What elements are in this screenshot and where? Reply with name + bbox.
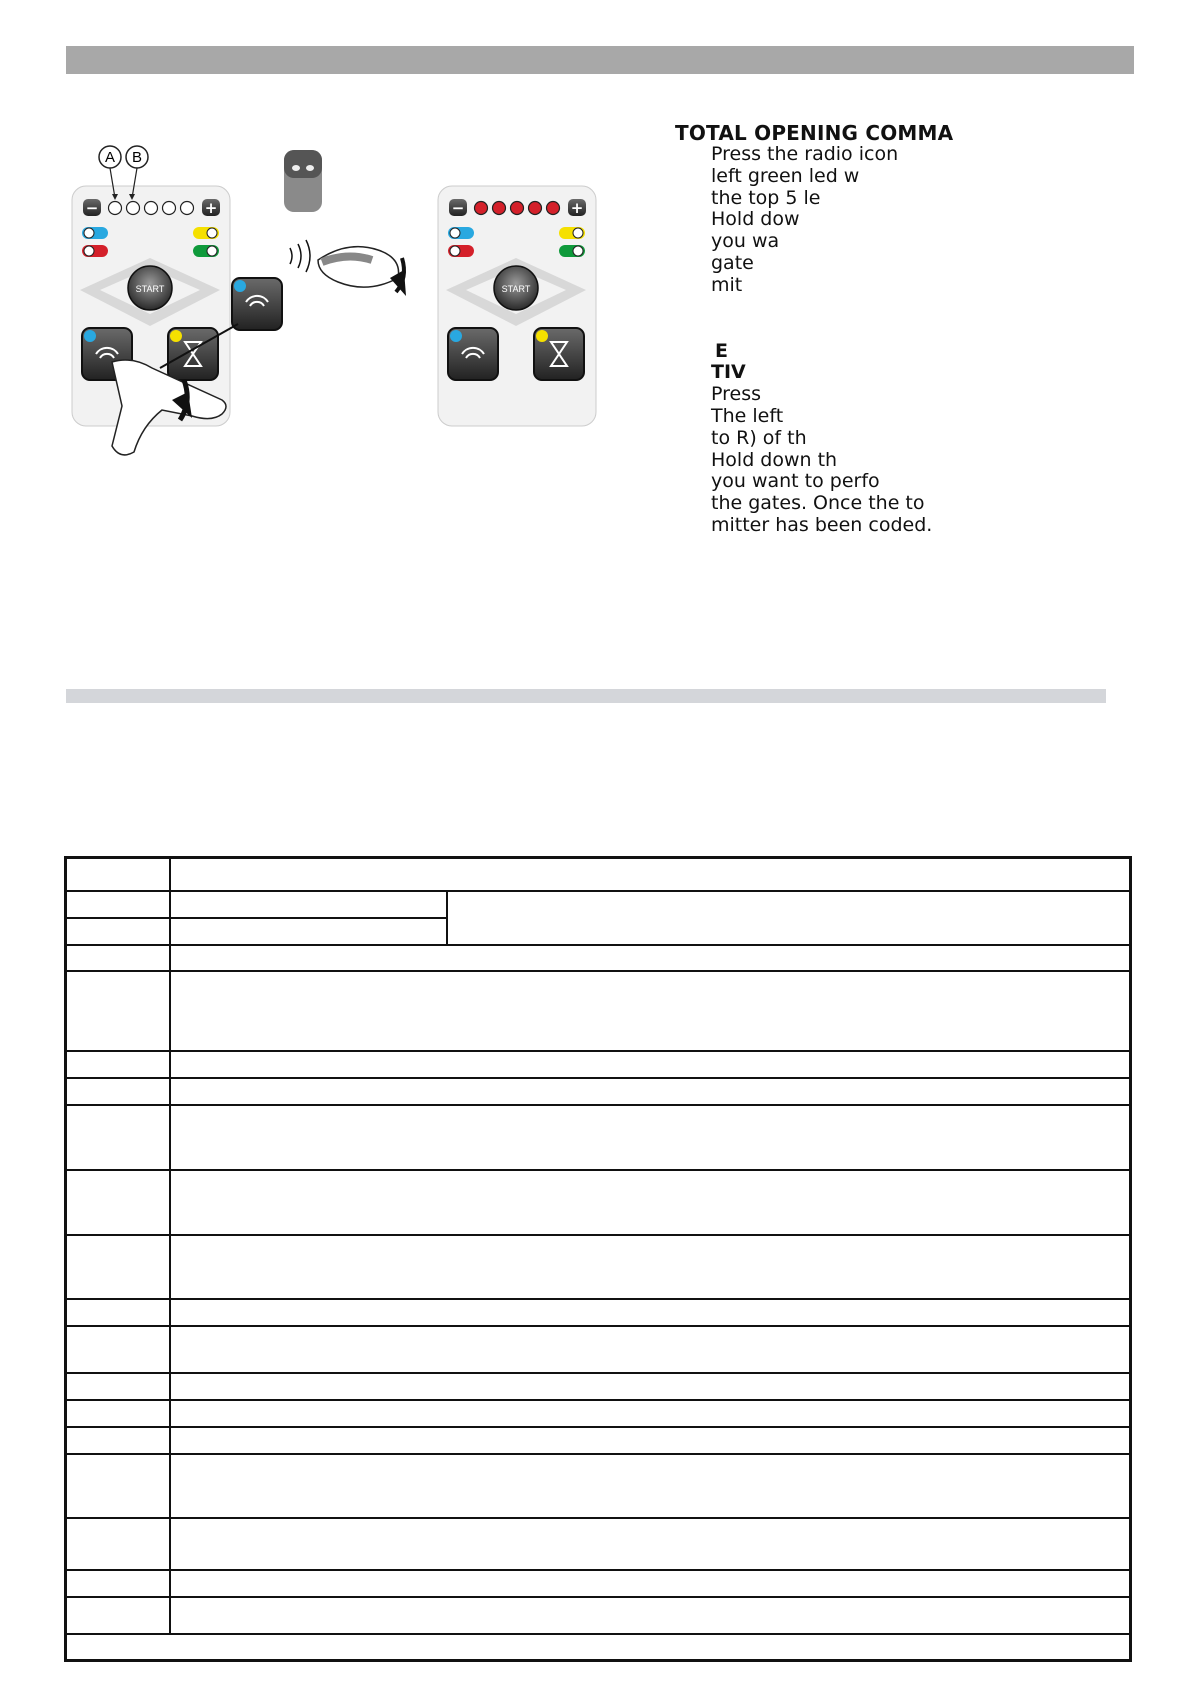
svg-text:−: − [85, 199, 99, 217]
table-row-line [67, 944, 1129, 946]
table-row-line [67, 890, 1129, 892]
parameters-table [64, 856, 1132, 1662]
paragraph1-line: Press the radio icon [711, 143, 899, 165]
table-row-line [67, 1453, 1129, 1455]
table-row-line [67, 1077, 1129, 1079]
svg-text:+: + [570, 199, 584, 217]
remote-control-icon [284, 150, 322, 212]
paragraph1-line: the top 5 le [711, 186, 821, 209]
svg-text:−: − [451, 199, 465, 217]
paragraph2-line: The left [711, 404, 784, 427]
paragraph2-line: mitter has been coded. [711, 513, 933, 536]
header-bar [66, 46, 1134, 74]
instructions-title: TOTAL OPENING COMMA [675, 121, 954, 145]
table-row-line [67, 1517, 1129, 1519]
paragraph2-line: Hold down th [711, 448, 838, 471]
table-row-line [67, 917, 447, 919]
instructions-text [675, 122, 1115, 537]
svg-text:START: START [501, 284, 531, 294]
paragraph2-line: the gates. Once the to [711, 492, 925, 515]
table-row-line [67, 1399, 1129, 1401]
table-row-line [67, 1325, 1129, 1327]
paragraph2-line: Press [711, 383, 762, 406]
table-row-line [67, 1633, 1129, 1635]
table-row-line [67, 1234, 1129, 1236]
paragraph1-line: you wa [711, 230, 780, 253]
paragraph1-line: gate [711, 251, 754, 274]
label-b: B [131, 149, 143, 166]
svg-text:+: + [204, 199, 218, 217]
start-label: START [135, 284, 165, 294]
table-row-line [67, 1372, 1129, 1374]
table-row-line [67, 1104, 1129, 1106]
paragraph2-line: to R) of th [711, 426, 807, 449]
paragraph1-line: Hold dow [711, 208, 800, 231]
left-control-panel [72, 146, 230, 455]
section-divider-bar [66, 689, 1106, 703]
label-a: A [104, 149, 116, 166]
table-row-line [67, 1596, 1129, 1598]
table-row-line [67, 1050, 1129, 1052]
hand-with-transmitter [290, 240, 406, 296]
table-row-line [67, 970, 1129, 972]
table-row-line [67, 1569, 1129, 1571]
paragraph1-line: left green led w [711, 164, 860, 187]
table-row-line [67, 1169, 1129, 1171]
control-panel-diagram [60, 130, 660, 470]
table-row-line [67, 1426, 1129, 1428]
paragraph2-line: you want to perfo [711, 470, 880, 493]
heading2-line: TIV [711, 361, 746, 384]
paragraph1-line: mit [711, 273, 743, 296]
right-control-panel [438, 186, 596, 426]
table-row-line [67, 1298, 1129, 1300]
heading2-line: E [715, 339, 728, 362]
